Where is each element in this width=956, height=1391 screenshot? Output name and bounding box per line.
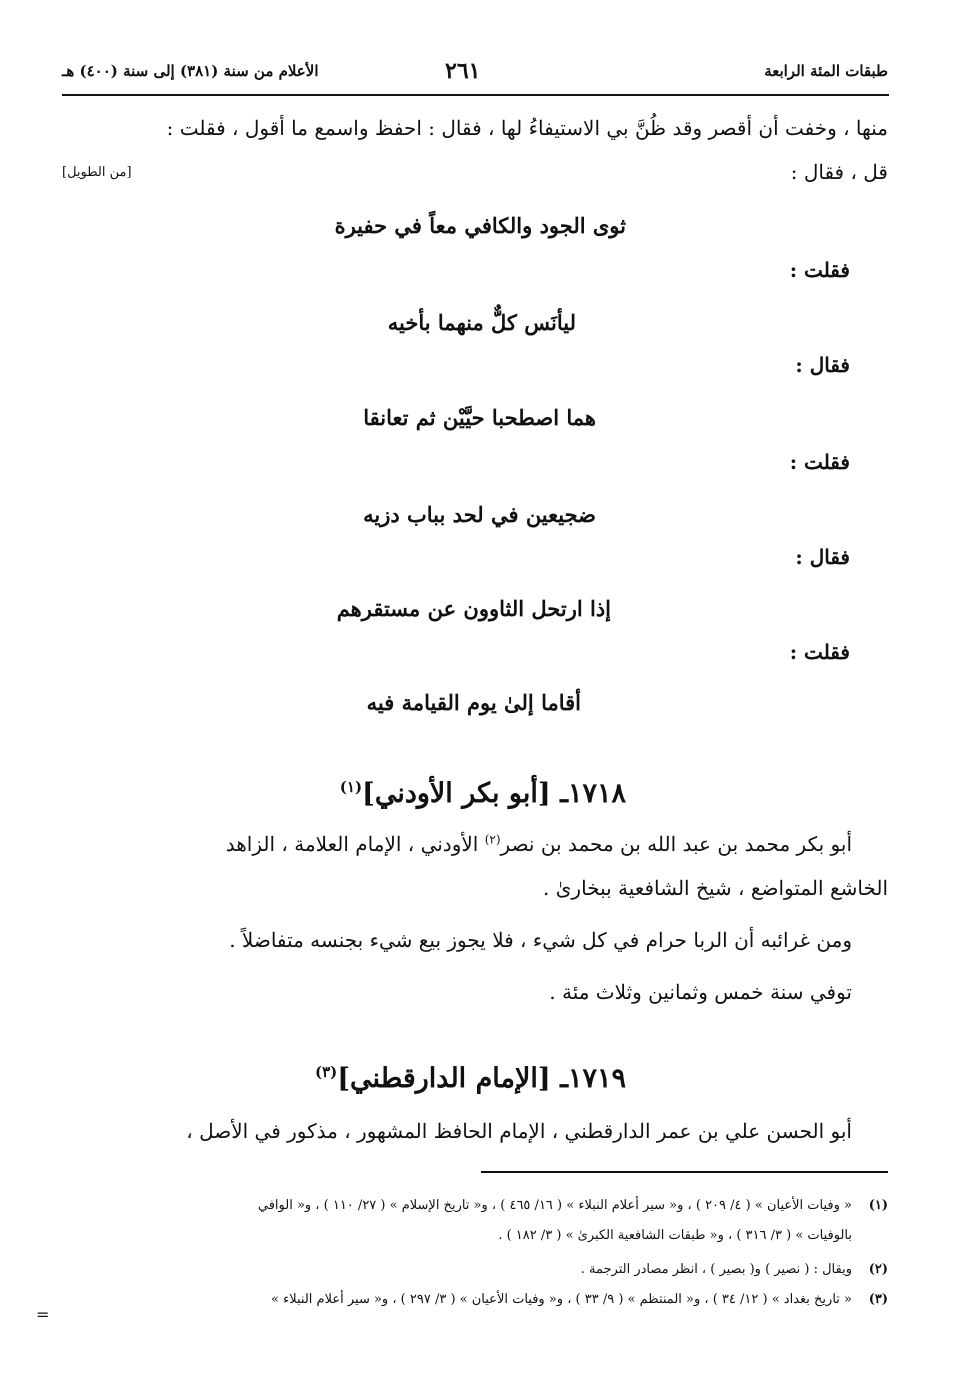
footnote-2 bbox=[581, 1262, 888, 1277]
entry-1718-heading: ١٧١٨ـ [أبو بكر الأودني]$^{(١)}$ bbox=[339, 778, 626, 809]
speaker-1: فقلت : bbox=[789, 258, 850, 282]
footnote-rule bbox=[481, 1171, 888, 1173]
verse-1: ثوى الجود والكافي معاً في حفيرة bbox=[334, 213, 626, 238]
entry-1718-line-3: ومن غرائبه أن الربا حرام في كل شيء ، فلا يجوز بيع شيء بجنسه متفاضلاً . bbox=[229, 928, 852, 952]
footnote-ref-3: (٣) bbox=[314, 1063, 338, 1081]
speaker-3: فقلت : bbox=[789, 450, 850, 474]
header-rule bbox=[62, 94, 889, 96]
meter-label: [من الطويل] bbox=[62, 165, 132, 180]
footnote-3-number: (٣) bbox=[868, 1292, 888, 1307]
footnote-1-continued: بالوفيات » ( ٣/ ٣١٦ ) ، و« طبقات الشافعية الكبرىٰ » ( ٣/ ١٨٢ ) . bbox=[498, 1228, 852, 1243]
speaker-5: فقلت : bbox=[789, 640, 850, 664]
footnote-ref-1: (١) bbox=[339, 778, 363, 796]
footnote-2-number: (٢) bbox=[868, 1262, 888, 1277]
entry-1719-heading: ١٧١٩ـ [الإمام الدارقطني]$^{(٣)}$ bbox=[314, 1063, 626, 1094]
entry-1718-line-4: توفي سنة خمس وثمانين وثلاث مئة . bbox=[549, 980, 852, 1004]
intro-line-2: قل ، فقال : bbox=[790, 160, 888, 184]
verse-4: ضجيعين في لحد بباب دزيه bbox=[363, 502, 596, 527]
verse-2: ليأنَس كلٌّ منهما بأخيه bbox=[387, 310, 576, 335]
intro-line-1: منها ، وخفت أن أقصر وقد ظُنَّ بي الاستيفاءُ لها ، فقال : احفظ واسمع ما أقول ، فقلت : bbox=[166, 116, 888, 140]
footnote-1 bbox=[258, 1198, 888, 1213]
running-header-range: الأعلام من سنة (٣٨١) إلى سنة (٤٠٠) هـ bbox=[62, 62, 319, 80]
footnote-1-number: (١) bbox=[868, 1198, 888, 1213]
entry-1719-line-1: أبو الحسن علي بن عمر الدارقطني ، الإمام الحافظ المشهور ، مذكور في الأصل ، bbox=[186, 1119, 852, 1143]
footnote-3 bbox=[271, 1292, 888, 1307]
entry-1718-line-2: الخاشع المتواضع ، شيخ الشافعية ببخارىٰ . bbox=[543, 876, 888, 900]
speaker-2: فقال : bbox=[795, 353, 850, 377]
running-header-title: طبقات المئة الرابعة bbox=[764, 62, 888, 80]
footnote-ref-2: (٢) bbox=[484, 832, 501, 847]
verse-3: هما اصطحبا حيَّيْن ثم تعانقا bbox=[363, 405, 596, 430]
entry-1718-line-1: أبو بكر محمد بن عبد الله بن محمد بن نصر$^{(٢)}$ الأودني ، الإمام العلامة ، الزاهد bbox=[225, 832, 852, 856]
footnote-1-text: « وفيات الأعيان » ( ٤/ ٢٠٩ ) ، و« سير أعلام النبلاء » ( ١٦/ ٤٦٥ ) ، و« تاريخ الإسلام » ( ٢٧/ ١١٠ ) ، و« الوافي bbox=[257, 1198, 852, 1213]
footnote-2-text: ويقال : ( نصير ) و( بصير ) ، انظر مصادر الترجمة . bbox=[580, 1262, 852, 1277]
verse-5: إذا ارتحل الثاوون عن مستقرهم bbox=[336, 596, 611, 621]
footnote-3-text: « تاريخ بغداد » ( ١٢/ ٣٤ ) ، و« المنتظم » ( ٩/ ٣٣ ) ، و« وفيات الأعيان » ( ٣/ ٢٩٧ ) ، و« سير أعلام النبلاء » bbox=[271, 1292, 852, 1307]
speaker-4: فقال : bbox=[795, 545, 850, 569]
verse-6: أقاما إلىٰ يوم القيامة فيه bbox=[366, 690, 581, 715]
page-number: ٢٦١ bbox=[445, 58, 481, 84]
continuation-mark: = bbox=[36, 1305, 50, 1324]
